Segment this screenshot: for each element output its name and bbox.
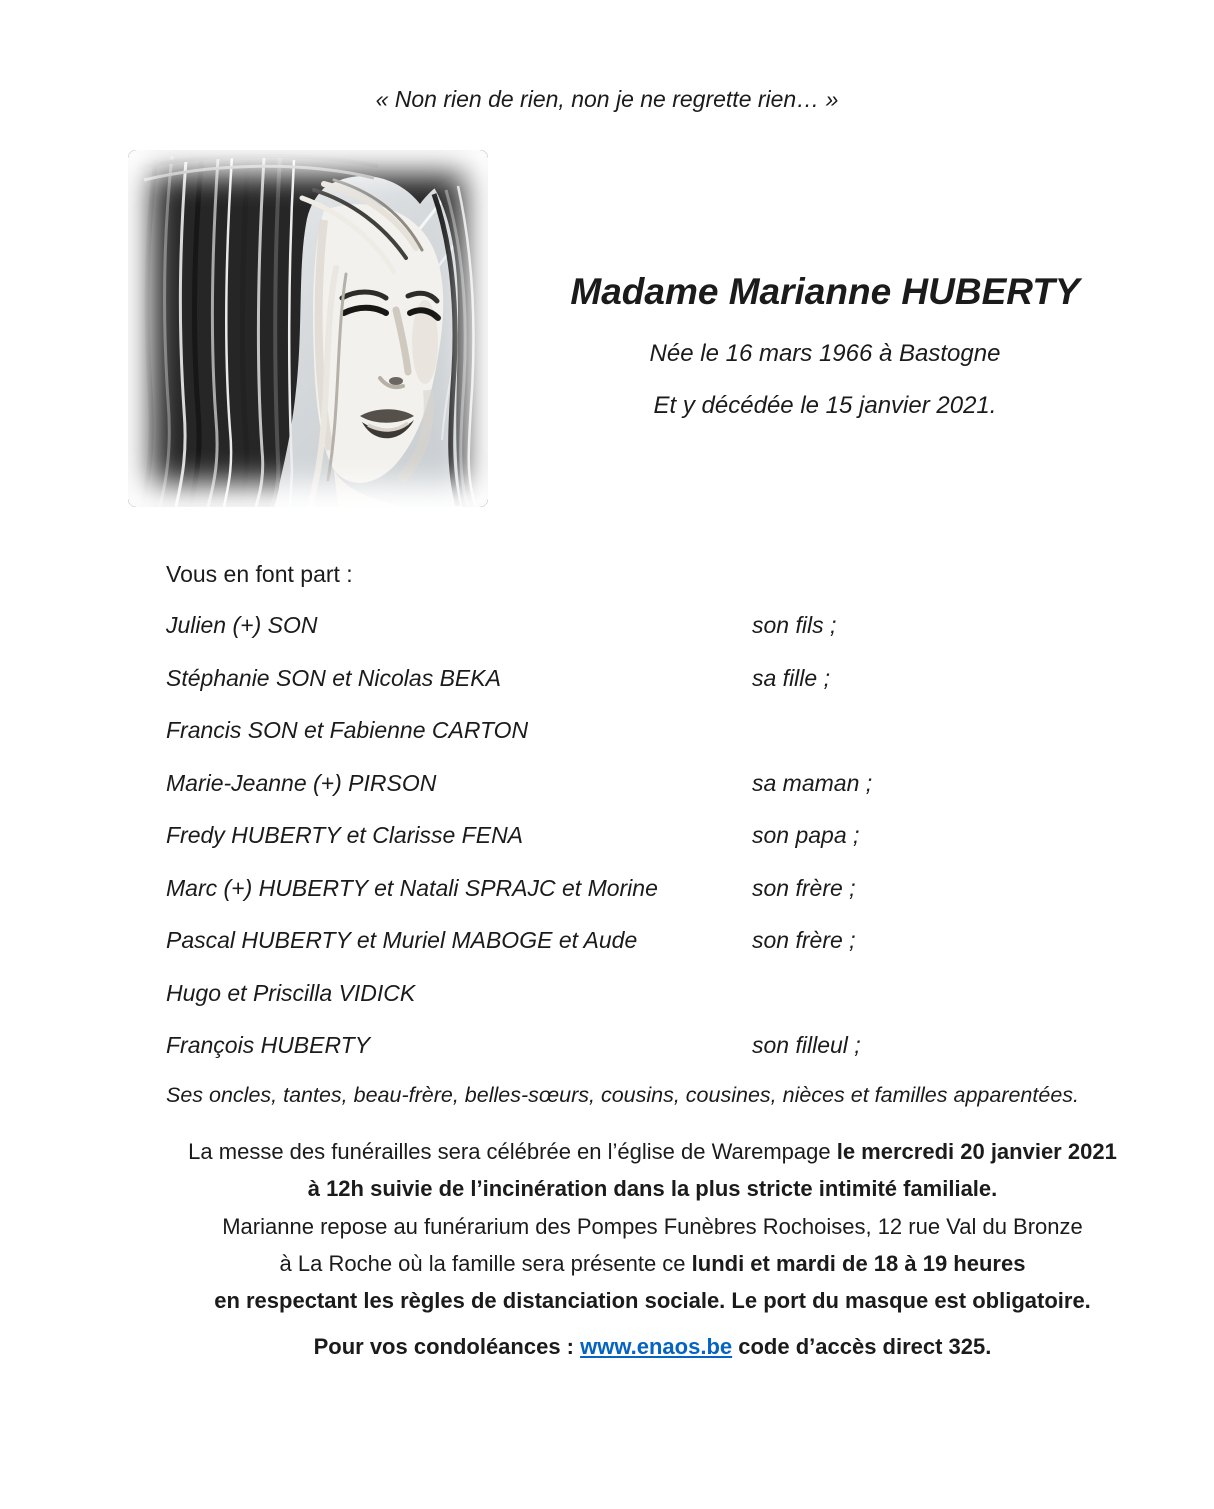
relative-row (166, 875, 1166, 928)
relatives-list (166, 612, 1166, 1085)
deceased-identity-block (520, 272, 1130, 420)
relative-row (166, 770, 1166, 823)
ceremony-text: à La Roche où la famille sera présente ce (279, 1250, 692, 1276)
ceremony-line (160, 1208, 1145, 1245)
ceremony-text: La messe des funérailles sera célébrée en l’église de Warempage (188, 1139, 837, 1164)
announcement-intro: Vous en font part : (166, 561, 353, 587)
relative-name: Marie-Jeanne (+) PIRSON (166, 769, 437, 796)
relative-relation: son frère ; (752, 927, 856, 953)
epitaph-quote: « Non rien de rien, non je ne regrette rien… » (375, 86, 839, 112)
ceremony-details (160, 1133, 1145, 1319)
ceremony-line (160, 1133, 1145, 1170)
death-line: Et y décédée le 15 janvier 2021. (653, 392, 997, 419)
relative-name: Pascal HUBERTY et Muriel MABOGE et Aude (166, 927, 638, 953)
relative-relation: sa fille ; (752, 664, 830, 691)
ceremony-text-bold: le mercredi 20 janvier 2021 (836, 1139, 1117, 1164)
ceremony-line (160, 1245, 1145, 1282)
condolences-link[interactable]: www.enaos.be (580, 1334, 733, 1359)
condolences-line (160, 1334, 1145, 1360)
condolences-prefix: Pour vos condoléances : (313, 1334, 581, 1359)
ceremony-text-bold: en respectant les règles de distanciation sociale. Le port du masque est obligatoire. (214, 1288, 1091, 1314)
ceremony-text-bold: lundi et mardi de 18 à 19 heures (691, 1250, 1026, 1276)
relative-name: Fredy HUBERTY et Clarisse FENA (166, 822, 524, 848)
ceremony-text-bold: à 12h suivie de l’incinération dans la plus stricte intimité familiale. (307, 1176, 998, 1202)
relative-relation: sa maman ; (752, 769, 873, 796)
relative-row (166, 612, 1166, 665)
condolences-suffix: code d’accès direct 325. (732, 1334, 992, 1359)
relative-row (166, 927, 1166, 980)
ceremony-line (160, 1170, 1145, 1207)
portrait-photo (128, 150, 488, 507)
relative-row (166, 980, 1166, 1033)
relative-row (166, 665, 1166, 718)
relative-row (166, 1032, 1166, 1085)
ceremony-text: Marianne repose au funérarium des Pompes Funèbres Rochoises, 12 rue Val du Bronze (222, 1213, 1083, 1239)
relative-relation: son frère ; (752, 874, 856, 901)
extended-family-line: Ses oncles, tantes, beau-frère, belles-sœurs, cousins, cousines, nièces et familles apparentées. (166, 1083, 1080, 1107)
relative-name: Stéphanie SON et Nicolas BEKA (166, 664, 501, 691)
portrait-illustration (128, 150, 488, 507)
relative-name: Julien (+) SON (166, 612, 318, 638)
relative-relation: son fils ; (752, 612, 837, 638)
relative-row (166, 822, 1166, 875)
relative-name: Francis SON et Fabienne CARTON (166, 717, 529, 743)
relative-name: Hugo et Priscilla VIDICK (166, 979, 416, 1006)
relative-name: Marc (+) HUBERTY et Natali SPRAJC et Morine (166, 874, 658, 901)
ceremony-line (160, 1282, 1145, 1319)
relative-name: François HUBERTY (166, 1032, 371, 1058)
relative-row (166, 717, 1166, 770)
deceased-name: Madame Marianne HUBERTY (570, 271, 1080, 312)
relative-relation: son papa ; (752, 822, 860, 848)
birth-line: Née le 16 mars 1966 à Bastogne (649, 340, 1001, 367)
relative-relation: son filleul ; (752, 1032, 861, 1058)
